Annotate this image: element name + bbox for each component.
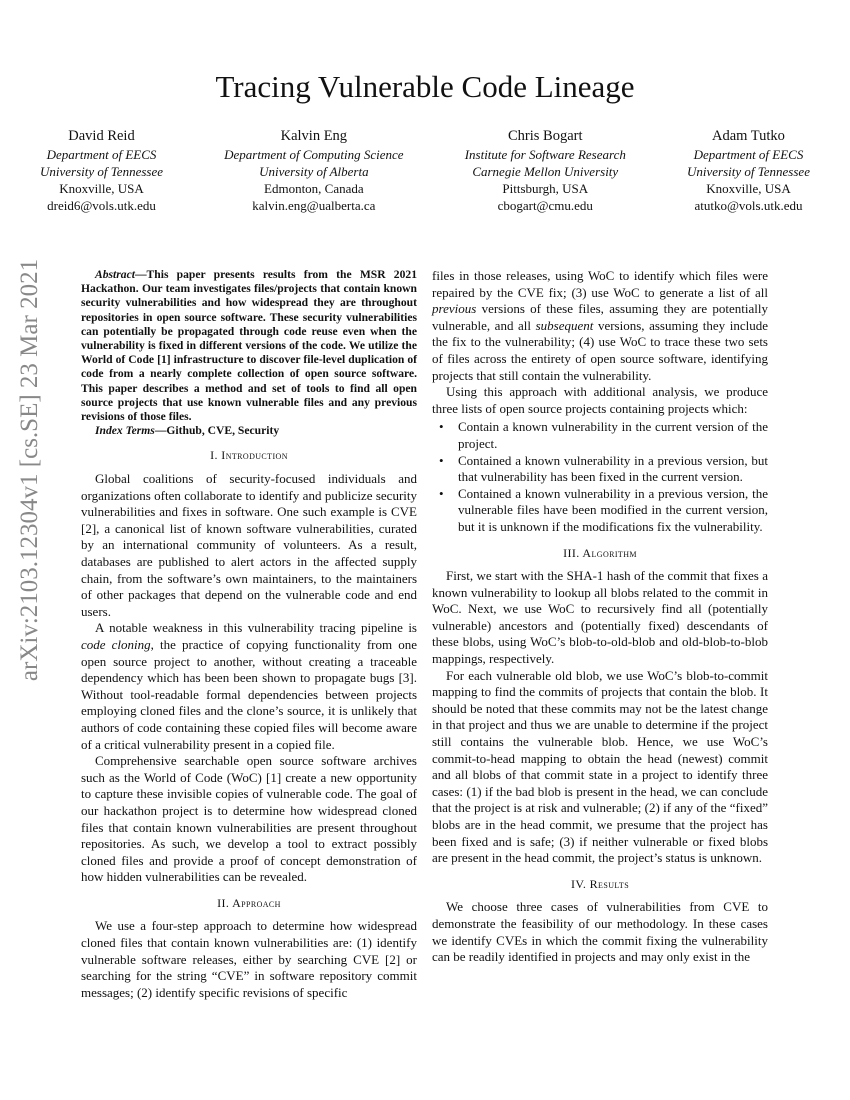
author-name: Kalvin Eng — [280, 128, 348, 144]
author-name: Chris Bogart — [508, 128, 583, 144]
author-location: Pittsburgh, USA — [502, 181, 589, 196]
emphasis: subsequent — [535, 317, 594, 333]
list-item — [439, 452, 768, 486]
project-list — [432, 419, 768, 535]
list-item-text: Contained a known vulnerability in a previous version, the vulnerable files have been modified in the current version, but it is unknown if the modifications fix the vulnerability. — [458, 485, 768, 534]
bullet-marker: • — [439, 452, 444, 468]
author-dept: Department of EECS — [693, 147, 804, 162]
intro-paragraph-2 — [81, 620, 417, 753]
author-1 — [40, 126, 163, 214]
author-location: Knoxville, USA — [59, 181, 144, 196]
author-dept: Institute for Software Research — [464, 147, 626, 162]
author-block — [40, 126, 810, 214]
list-item-text: Contained a known vulnerability in a previous version, but that vulnerability has been fixed in the current version. — [458, 452, 768, 485]
author-4 — [687, 126, 810, 214]
author-org: Carnegie Mellon University — [472, 164, 619, 179]
author-email: cbogart@cmu.edu — [497, 198, 593, 213]
text-span: A notable weakness in this vulnerability tracing pipeline is — [95, 620, 417, 636]
abstract — [81, 268, 417, 424]
author-3 — [465, 126, 626, 214]
index-terms-lead: Index Terms — [95, 424, 155, 438]
list-item-text: Contain a known vulnerability in the current version of the project. — [458, 419, 768, 451]
paper-title: Tracing Vulnerable Code Lineage — [215, 69, 635, 104]
section-heading-approach: II. Approach — [217, 895, 281, 910]
intro-paragraph-1: Global coalitions of security-focused individuals and organizations often collaborate to identify and publicize security vulnerabilities and fixes in software. One such example is CVE [2], a canonical list of known software vulnerabilities, curated by an international community of volunteers. As a result, databases are published to alert actors in the affected supply chain, from the software’s own maintainers, to the maintainers of other packages that depend on the vulnerable code and end users. — [81, 471, 417, 619]
arxiv-sidebar — [0, 260, 60, 680]
list-item — [439, 419, 768, 452]
approach-paragraph-1: We use a four-step approach to determine how widespread cloned files that contain known vulnerabilities are: (1) identify vulnerable software releases, either by searching CVE [2] or searching for the string “CVE” in software repository commit messages; (2) identify specific revisions of specific — [81, 918, 417, 1000]
section-heading-results: IV. Results — [570, 876, 630, 891]
author-dept: Department of Computing Science — [224, 147, 404, 162]
bullet-marker: • — [439, 419, 444, 435]
emphasis: previous — [432, 301, 477, 317]
author-name: Adam Tutko — [712, 128, 785, 144]
abstract-lead: Abstract — [95, 268, 135, 281]
text-span: , the practice of copying functionality from one open source project to another, without creating a traceable dependency which has been been shown to propagate bugs [3]. Without tool-readable formal dependencies between projects employing cloned files and the clone’s source, it is unlikely that authors of code containing these copied files will become aware of a critical vulnerability present in a copied file. — [81, 636, 417, 752]
approach-paragraph-2: Using this approach with additional analysis, we produce three lists of open source projects containing projects which: — [432, 384, 768, 416]
approach-paragraph-continued — [432, 268, 768, 384]
text-span: versions of these files, assuming they are potentially vulnerable, and all — [432, 301, 768, 333]
author-org: University of Tennessee — [686, 164, 810, 179]
algorithm-paragraph-2: For each vulnerable old blob, we use WoC’s blob-to-commit mapping to find the commits of projects that contain the blob. It should be noted that these commits may not be the latest change in that project and thus we are unable to determine if the project still contains the vulnerable blob. Hence, we use WoC’s commit-to-head mapping to obtain the head (newest) commit and all blobs of that commit state in a project to identify three cases: (1) if the bad blob is present in the head, we can conclude that the project is at risk and vulnerable; (2) if any of the “fixed” blobs are in the head commit, we presume that the project has been fixed and is safe; (3) if neither vulnerable or fixed blobs are present in the head commit, the project’s status is unknown. — [432, 667, 768, 866]
author-2 — [224, 126, 403, 214]
author-email: dreid6@vols.utk.edu — [47, 198, 156, 213]
author-email: kalvin.eng@ualberta.ca — [252, 198, 376, 213]
text-span: files in those releases, using WoC to identify which files were repaired by the CVE fix; (3) use WoC to generate a list of all — [432, 268, 768, 300]
section-heading-introduction: I. Introduction — [210, 448, 288, 463]
author-location: Knoxville, USA — [706, 181, 791, 196]
results-paragraph-1: We choose three cases of vulnerabilities from CVE to demonstrate the feasibility of our methodology. In these cases we identify CVEs in which the commit fixing the vulnerability can be readily identified in projects and may only exist in the — [432, 899, 768, 965]
author-org: University of Tennessee — [40, 164, 163, 179]
algorithm-paragraph-1: First, we start with the SHA-1 hash of the commit that fixes a known vulnerability to lookup all blobs related to the commit in WoC. Next, we use WoC to recursively find all (potentially vulnerable) ancestors and (potentially fixed) descendants of these blobs, using WoC’s blob-to-old-blob and old-blob-to-blob mappings, respectively. — [432, 568, 768, 667]
author-org: University of Alberta — [259, 164, 369, 179]
index-terms-text: —Github, CVE, Security — [154, 424, 280, 438]
author-name: David Reid — [68, 128, 135, 144]
author-location: Edmonton, Canada — [264, 181, 364, 196]
abstract-text: —This paper presents results from the MSR 2021 Hackathon. Our team investigates files/projects that contain known security vulnerabilities and how widespread they are throughout repositories in open source software. These security vulnerabilities can potentially be propagated through code reuse even when the vulnerability is fixed in different versions of the code. We utilize the World of Code [1] infrastructure to discover file-level duplication of code from a nearly complete collection of open source software. This paper describes a method and set of tools to find all open source projects that use known vulnerable files and any previous revisions of those files. — [81, 268, 417, 424]
right-column — [432, 268, 768, 966]
bullet-marker: • — [439, 485, 444, 501]
intro-paragraph-3: Comprehensive searchable open source software archives such as the World of Code (WoC) [1] create a new opportunity to capture these invisible copies of vulnerable code. The goal of our hackathon project is to determine how widespread cloned files that contain known vulnerabilities are present throughout repositories. As such, we develop a tool to extract possibly cloned files and provide a proof of concept demonstration of how hidden vulnerabilities can be revealed. — [81, 753, 417, 885]
author-dept: Department of EECS — [46, 147, 157, 162]
left-column — [81, 268, 417, 1001]
index-terms — [81, 424, 417, 438]
text-span: versions, assuming they include the fix to the vulnerability; (4) use WoC to trace these two sets of files across the entirety of open source software, identifying projects that still contain the vulnerability. — [432, 317, 768, 383]
list-item — [439, 485, 768, 536]
emphasis: code cloning — [81, 636, 151, 652]
arxiv-identifier: arXiv:2103.12304v1 [cs.SE] 23 Mar 2021 — [16, 258, 43, 682]
section-heading-algorithm: III. Algorithm — [563, 545, 637, 560]
author-email: atutko@vols.utk.edu — [694, 198, 803, 213]
